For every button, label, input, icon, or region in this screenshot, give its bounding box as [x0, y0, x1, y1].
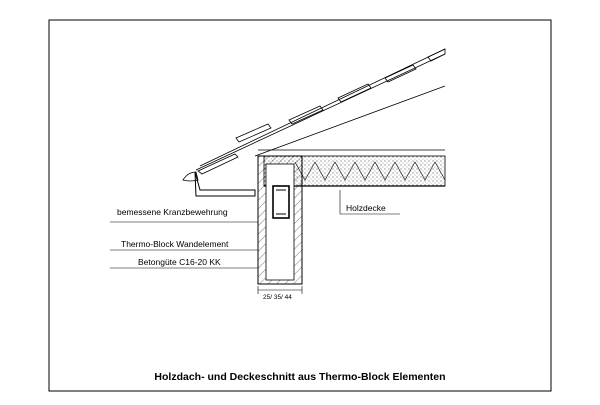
label-ceiling: Holzdecke [346, 203, 386, 213]
label-concrete: Betongüte C16-20 KK [138, 257, 221, 267]
gutter-bracket [195, 172, 255, 196]
drawing-title: Holzdach- und Deckeschnitt aus Thermo-Block Elementen [154, 371, 446, 383]
label-reinforcement: bemessene Kranzbewehrung [117, 207, 228, 217]
dimension-text: 25/ 35/ 44 [263, 294, 292, 301]
label-wall-element: Thermo-Block Wandelement [121, 239, 229, 249]
thermo-block-wall [258, 156, 302, 284]
dimension-line [258, 286, 302, 294]
